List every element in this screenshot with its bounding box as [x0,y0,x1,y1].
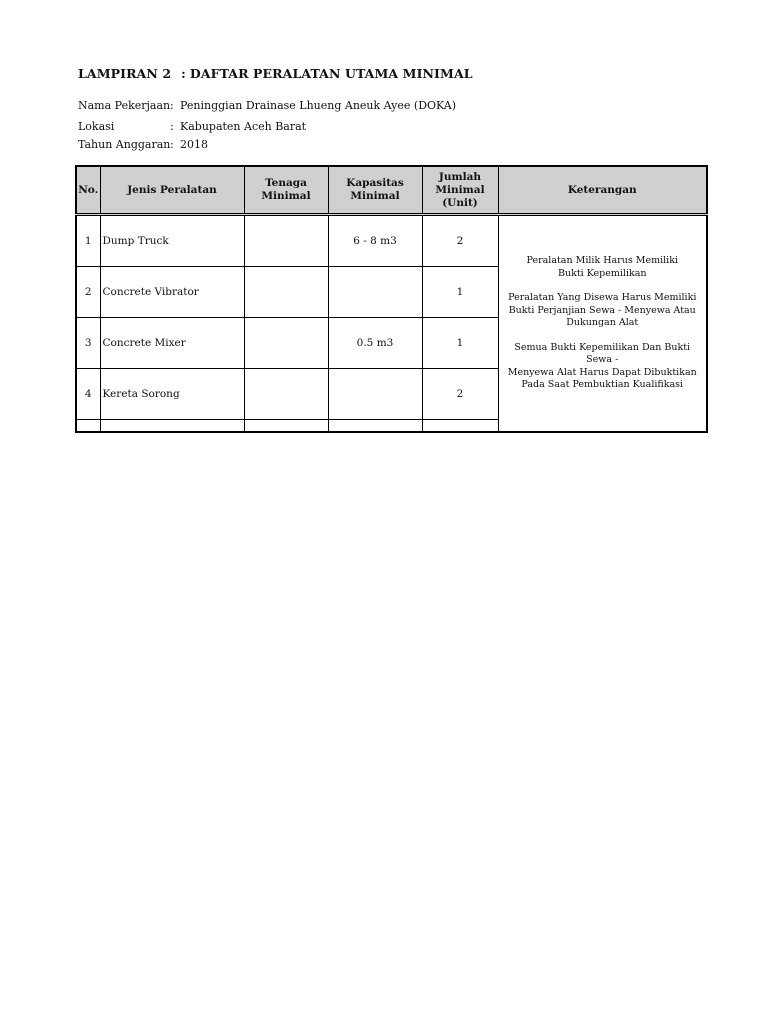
table-body [76,215,707,433]
header-line: Minimal [350,190,400,202]
cell-jumlah-minimal: 1 [422,267,498,318]
meta-label: Tahun Anggaran [78,138,171,151]
cell-tenaga-minimal [244,369,328,420]
note-paragraph-ownership [502,255,704,280]
note-line: Peralatan Milik Harus Memiliki [526,255,678,267]
header-line: Kapasitas [346,177,404,189]
header-row [76,166,707,215]
cell-jenis-peralatan: Dump Truck [100,215,244,267]
col-header-keterangan: Keterangan [498,166,707,215]
cell-kapasitas-minimal: 6 - 8 m3 [328,215,422,267]
cell-jenis-peralatan: Kereta Sorong [100,369,244,420]
cell-jenis-peralatan: Concrete Vibrator [100,267,244,318]
header-line: Minimal [261,190,311,202]
cell-tenaga-minimal [244,318,328,369]
col-header-jenis-peralatan: Jenis Peralatan [100,166,244,215]
meta-value: 2018 [180,138,208,151]
cell-jenis-peralatan: Concrete Mixer [100,318,244,369]
cell-empty [422,420,498,433]
title-text: DAFTAR PERALATAN UTAMA MINIMAL [189,66,473,81]
meta-separator: : [170,99,174,112]
meta-label: Lokasi [78,120,115,133]
header-line: Jumlah [438,170,482,183]
cell-tenaga-minimal [244,267,328,318]
meta-separator: : [170,120,174,133]
meta-row-lokasi [78,120,306,133]
cell-empty [328,420,422,433]
meta-row-nama-pekerjaan [78,99,456,112]
note-line: Peralatan Yang Disewa Harus Memiliki [508,292,697,304]
header-line: Minimal [435,183,485,196]
note-line: Bukti Perjanjian Sewa - Menyewa Atau [508,304,696,316]
cell-jumlah-minimal: 1 [422,318,498,369]
cell-kapasitas-minimal [328,267,422,318]
equipment-table [75,165,708,433]
cell-jumlah-minimal: 2 [422,215,498,267]
cell-no: 1 [76,215,100,267]
table-row [76,215,707,267]
meta-separator: : [170,138,174,151]
cell-tenaga-minimal [244,215,328,267]
cell-kapasitas-minimal: 0.5 m3 [328,318,422,369]
note-paragraph-proof [502,342,704,392]
meta-value: Peninggian Drainase Lhueng Aneuk Ayee (DOKA) [180,99,457,112]
document-title [78,66,473,81]
cell-jumlah-minimal: 2 [422,369,498,420]
col-header-no: No. [76,166,100,215]
meta-row-tahun-anggaran [78,138,208,151]
cell-no: 4 [76,369,100,420]
col-header-jumlah-minimal [422,166,498,215]
cell-no: 2 [76,267,100,318]
header-line: Tenaga [265,177,307,189]
cell-kapasitas-minimal [328,369,422,420]
cell-empty [100,420,244,433]
note-line: Menyewa Alat Harus Dapat Dibuktikan [507,366,697,378]
note-paragraph-rental [502,292,704,330]
title-separator: : [181,66,186,81]
header-line: (Unit) [442,196,478,209]
note-line: Dukungan Alat [566,317,639,329]
note-line: Pada Saat Pembuktian Kualifikasi [521,379,684,391]
cell-keterangan [498,215,707,433]
table-header [76,166,707,215]
note-line: Semua Bukti Kepemilikan Dan Bukti Sewa - [514,341,691,366]
cell-empty [76,420,100,433]
col-header-tenaga-minimal [244,166,328,215]
note-line: Bukti Kepemilikan [557,267,647,279]
title-appendix-label: LAMPIRAN 2 [78,66,172,81]
col-header-kapasitas-minimal [328,166,422,215]
cell-no: 3 [76,318,100,369]
cell-empty [244,420,328,433]
meta-value: Kabupaten Aceh Barat [180,120,307,133]
meta-label: Nama Pekerjaan [78,99,171,112]
